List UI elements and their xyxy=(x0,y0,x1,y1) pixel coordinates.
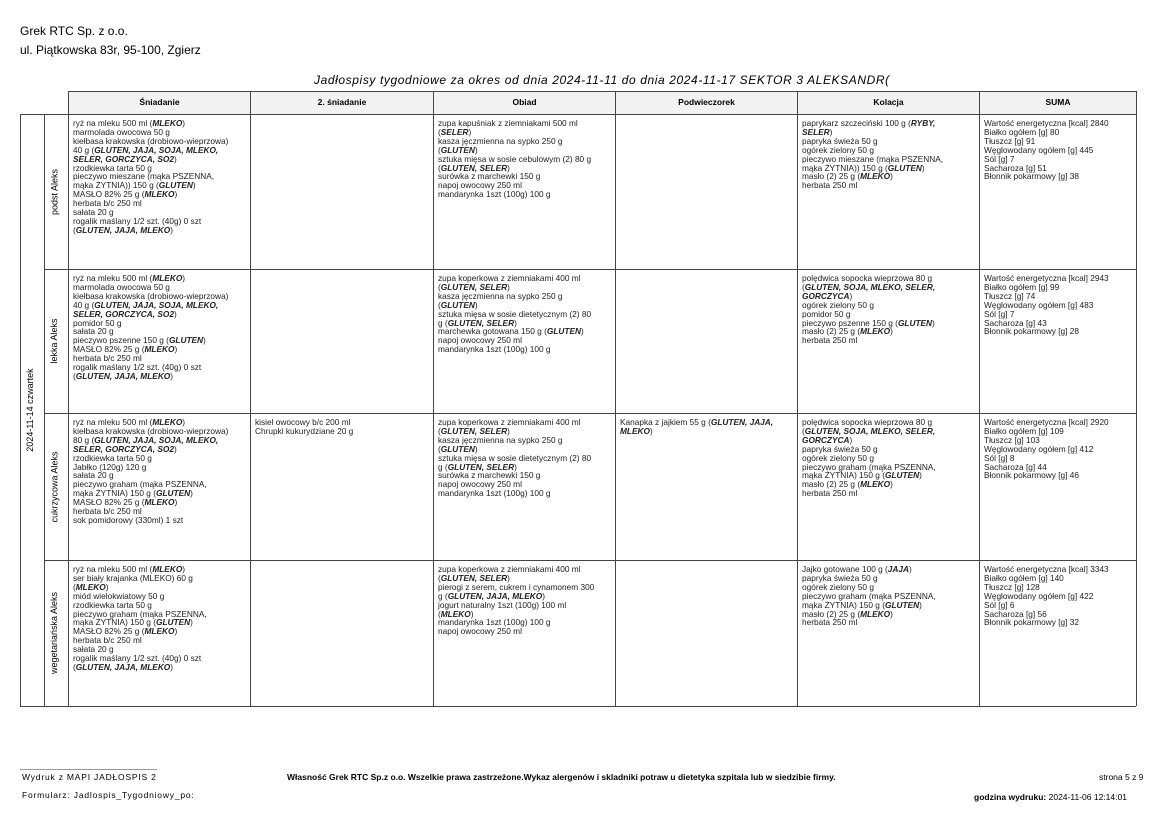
diet-label: wegetariańska Aleks xyxy=(49,591,59,675)
footer-form-label: Formularz: Jadlospis_Tygodniowy_po: xyxy=(22,790,195,800)
page-number: strona 5 z 9 xyxy=(1099,772,1144,782)
column-header: Śniadanie xyxy=(69,91,250,114)
menu-cell: Wartość energetyczna [kcal] 2943 Białko ogółem [g] 99 Tłuszcz [g] 74 Węglowodany ogółem [g] 483 Sól [g] 7 Sacharoza [g] 43 Błonnik pokarmowy [g] 28 xyxy=(984,274,1109,337)
menu-cell: zupa koperkowa z ziemniakami 400 ml (GLUTEN, SELER) kasza jęczmienna na sypko 250 g (GLUTEN) sztuka mięsa w sosie dietetycznym (2) 80 g (GLUTEN, SELER) marchewka gotowana 150 g (GLUTEN) napoj owocowy 250 ml mandarynka 1szt (100g) 100 g xyxy=(438,274,592,355)
menu-cell xyxy=(620,119,794,267)
diet-label: podst Aleks xyxy=(49,168,59,215)
menu-cell: zupa koperkowa z ziemniakami 400 ml (GLUTEN, SELER) kasza jęczmienna na sypko 250 g (GLUTEN) sztuka mięsa w sosie dietetycznym (2) 80 g (GLUTEN, SELER) surówka z marchewki 150 g napoj owocowy 250 ml mandarynka 1szt (100g) 100 g xyxy=(438,418,592,499)
menu-cell: ryż na mleku 500 ml (MLEKO) ser biały krajanka (MLEKO) 60 g (MLEKO) miód wielokwiatowy 50 g rzodkiewka tarta 50 g pieczywo graham (mąka PSZENNA, mąka ŻYTNIA) 150 g (GLUTEN) MASŁO 82% 25 g (MLEKO) herbata b/c 250 ml sałata 20 g rogalik maślany 1/2 szt. (40g) 0 szt (GLUTEN, JAJA, MLEKO) xyxy=(73,565,207,672)
menu-cell: Wartość energetyczna [kcal] 3343 Białko ogółem [g] 140 Tłuszcz [g] 128 Węglowodany ogółem [g] 422 Sól [g] 6 Sacharoza [g] 56 Błonnik pokarmowy [g] 32 xyxy=(984,565,1109,628)
menu-cell xyxy=(255,565,430,704)
menu-cell: ryż na mleku 500 ml (MLEKO) marmolada owocowa 50 g kiełbasa krakowska (drobiowo-wieprzowa) 40 g (GLUTEN, JAJA, SOJA, MLEKO, SELER, GORCZYCA, SO2) pomidor 50 g sałata 20 g pieczywo pszenne 150 g (GLUTEN) MASŁO 82% 25 g (MLEKO) herbata b/c 250 ml rogalik maślany 1/2 szt. (40g) 0 szt (GLUTEN, JAJA, MLEKO) xyxy=(73,274,229,381)
footer-print-label: Wydruk z MAPI JADŁOSPIS 2 xyxy=(22,772,157,782)
grid-line-vertical xyxy=(20,114,21,706)
column-header: SUMA xyxy=(980,91,1136,114)
menu-cell xyxy=(620,565,794,704)
company-address: ul. Piątkowska 83r, 95-100, Zgierz xyxy=(20,43,201,57)
menu-cell: zupa koperkowa z ziemniakami 400 ml (GLUTEN, SELER) pierogi z serem, cukrem i cynamonem 300 g (GLUTEN, JAJA, MLEKO) jogurt naturalny 1szt (100g) 100 ml (MLEKO) mandarynka 1szt (100g) 100 g napoj owocowy 250 ml xyxy=(438,565,595,637)
column-header: Podwieczorek xyxy=(616,91,797,114)
grid-line-horizontal xyxy=(44,269,1136,270)
menu-cell xyxy=(255,119,430,267)
grid-line-vertical xyxy=(250,91,251,706)
menu-cell xyxy=(620,274,794,411)
grid-line-vertical xyxy=(1136,91,1137,706)
print-time xyxy=(974,792,1127,802)
print-time-label: godzina wydruku: xyxy=(974,792,1047,802)
column-header: Kolacja xyxy=(798,91,979,114)
footer-separator xyxy=(20,769,157,770)
grid-line-horizontal xyxy=(20,114,1136,115)
menu-cell xyxy=(255,274,430,411)
diet-label: cukrzycowa Aleks xyxy=(49,450,59,523)
grid-line-vertical xyxy=(433,91,434,706)
diet-label: lekka Aleks xyxy=(49,318,59,364)
column-header: 2. śniadanie xyxy=(251,91,433,114)
menu-cell: polędwica sopocka wieprzowa 80 g (GLUTEN, SOJA, MLEKO, SELER, GORCZYCA) papryka świeża 50 g ogórek zielony 50 g pieczywo graham (mąka PSZENNA, mąka ŻYTNIA) 150 g (GLUTEN) masło (2) 25 g (MLEKO) herbata 250 ml xyxy=(802,418,936,499)
grid-line-vertical xyxy=(979,91,980,706)
menu-cell: zupa kapuśniak z ziemniakami 500 ml (SELER) kasza jęczmienna na sypko 250 g (GLUTEN) sztuka mięsa w sosie cebulowym (2) 80 g (GLUTEN, SELER) surówka z marchewki 150 g napoj owocowy 250 ml mandarynka 1szt (100g) 100 g xyxy=(438,119,592,200)
grid-line-horizontal xyxy=(44,560,1136,561)
grid-line-vertical xyxy=(68,91,69,706)
menu-cell: ryż na mleku 500 ml (MLEKO) kiełbasa krakowska (drobiowo-wieprzowa) 80 g (GLUTEN, JAJA, SOJA, MLEKO, SELER, GORCZYCA, SO2) rzodkiewka tarta 50 g Jabłko (120g) 120 g sałata 20 g pieczywo graham (mąka PSZENNA, mąka ŻYTNIA) 150 g (GLUTEN) MASŁO 82% 25 g (MLEKO) herbata b/c 250 ml sok pomidorowy (330ml) 1 szt xyxy=(73,418,229,525)
menu-cell: kisiel owocowy b/c 200 ml Chrupki kukurydziane 20 g xyxy=(255,418,354,436)
day-label: 2024-11-14 czwartek xyxy=(25,368,35,452)
menu-cell: Kanapka z jajkiem 55 g (GLUTEN, JAJA, MLEKO) xyxy=(620,418,774,436)
grid-line-horizontal xyxy=(44,413,1136,414)
menu-cell: paprykarz szczeciński 100 g (RYBY, SELER) papryka świeża 50 g ogórek zielony 50 g pieczywo mieszane (mąka PSZENNA, mąka ŻYTNIA)) 150 g (GLUTEN) masło (2) 25 g (MLEKO) herbata 250 ml xyxy=(802,119,944,191)
footer-copyright: Własność Grek RTC Sp.z o.o. Wszelkie prawa zastrzeżone.Wykaz alergenów i skladniki potraw u dietetyka szpitala lub w siedzibie firmy. xyxy=(287,772,836,782)
grid-line-vertical xyxy=(797,91,798,706)
grid-line-vertical xyxy=(44,114,45,706)
menu-cell: Wartość energetyczna [kcal] 2840 Białko ogółem [g] 80 Tłuszcz [g] 91 Węglowodany ogółem [g] 445 Sól [g] 7 Sacharoza [g] 51 Błonnik pokarmowy [g] 38 xyxy=(984,119,1109,182)
grid-line-horizontal xyxy=(68,91,1136,92)
print-time-value: 2024-11-06 12:14:01 xyxy=(1048,792,1127,802)
grid-line-horizontal xyxy=(20,706,1136,707)
company-name: Grek RTC Sp. z o.o. xyxy=(20,24,128,38)
menu-cell: Jajko gotowane 100 g (JAJA) papryka świeża 50 g ogórek zielony 50 g pieczywo graham (mąka PSZENNA, mąka ŻYTNIA) 150 g (GLUTEN) masło (2) 25 g (MLEKO) herbata 250 ml xyxy=(802,565,936,628)
menu-cell: polędwica sopocka wieprzowa 80 g (GLUTEN, SOJA, MLEKO, SELER, GORCZYCA) ogórek zielony 50 g pomidor 50 g pieczywo pszenne 150 g (GLUTEN) masło (2) 25 g (MLEKO) herbata 250 ml xyxy=(802,274,936,346)
document-title: Jadłospisy tygodniowe za okres od dnia 2024-11-11 do dnia 2024-11-17 SEKTOR 3 ALEKSANDR( xyxy=(314,73,890,87)
grid-line-vertical xyxy=(615,91,616,706)
menu-cell: Wartość energetyczna [kcal] 2920 Białko ogółem [g] 109 Tłuszcz [g] 103 Węglowodany ogółem [g] 412 Sól [g] 8 Sacharoza [g] 44 Błonnik pokarmowy [g] 46 xyxy=(984,418,1109,481)
menu-cell: ryż na mleku 500 ml (MLEKO) marmolada owocowa 50 g kiełbasa krakowska (drobiowo-wieprzowa) 40 g (GLUTEN, JAJA, SOJA, MLEKO, SELER, GORCZYCA, SO2) rzodkiewka tarta 50 g pieczywo mieszane (mąka PSZENNA, mąka ŻYTNIA)) 150 g (GLUTEN) MASŁO 82% 25 g (MLEKO) herbata b/c 250 ml sałata 20 g rogalik maślany 1/2 szt. (40g) 0 szt (GLUTEN, JAJA, MLEKO) xyxy=(73,119,229,235)
column-header: Obiad xyxy=(434,91,615,114)
